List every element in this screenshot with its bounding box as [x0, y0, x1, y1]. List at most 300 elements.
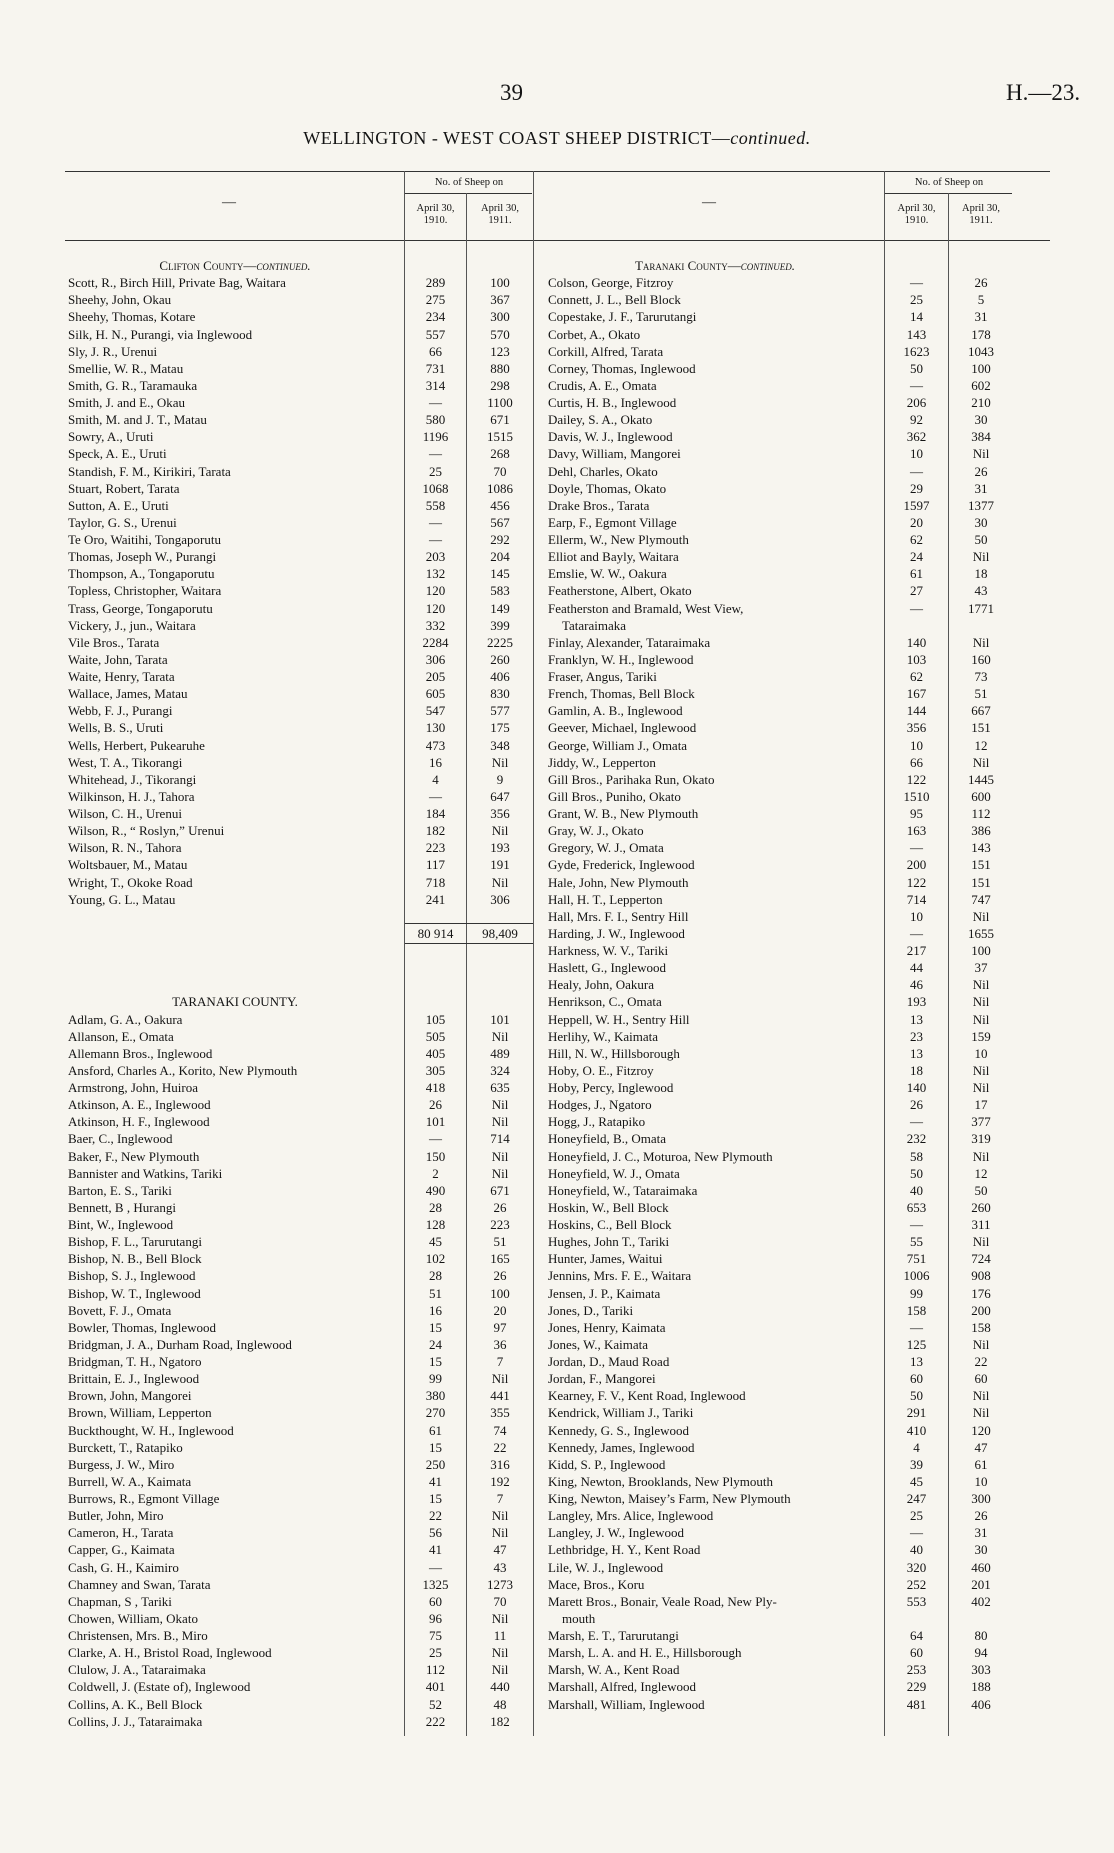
table-row [548, 1045, 1013, 1062]
owner-name: Marshall, William, Inglewood [548, 1696, 705, 1712]
sheep-1910: 41 [429, 1473, 442, 1489]
table-row [68, 1644, 533, 1661]
sheep-1910: — [910, 1217, 923, 1232]
sheep-1910: 130 [425, 720, 446, 736]
owner-name: Chowen, William, Okato [68, 1610, 198, 1626]
table-row [548, 1182, 1013, 1199]
sheep-1911: Nil [972, 1011, 990, 1027]
table-row [68, 1404, 533, 1421]
owner-name: Gill Bros., Parihaka Run, Okato [548, 771, 715, 787]
owner-name: Allanson, E., Omata [68, 1028, 174, 1044]
sheep-1911: 149 [490, 600, 510, 616]
sheep-1910: 60 [910, 1645, 923, 1661]
owner-name: Burrell, W. A., Kaimata [68, 1473, 192, 1489]
sheep-1910: 40 [910, 1542, 923, 1558]
table-row [548, 891, 1013, 908]
sheep-1911: 51 [493, 1234, 507, 1250]
table-row [68, 617, 533, 634]
sheep-1910: — [910, 840, 923, 856]
sheep-1911: Nil [491, 1148, 509, 1164]
sheep-1910: 362 [906, 429, 927, 445]
sheep-1911: Nil [491, 1508, 509, 1524]
owner-name: Bishop, N. B., Bell Block [68, 1251, 202, 1267]
owner-name: Marsh, E. T., Tarurutangi [548, 1628, 679, 1643]
sheep-1911: 60 [974, 1371, 988, 1387]
owner-name: Wright, T., Okoke Road [68, 874, 193, 890]
sheep-1910: 144 [906, 703, 927, 719]
table-row [548, 308, 1013, 325]
owner-name: Wilson, C. H., Urenui [68, 806, 182, 821]
sheep-1910: 473 [425, 737, 446, 753]
table-row [68, 1285, 533, 1302]
sheep-1910: 105 [425, 1011, 446, 1027]
owner-name: Copestake, J. F., Tarurutangi [548, 309, 697, 325]
sheep-1911: 303 [971, 1662, 991, 1678]
sheep-1911: 724 [971, 1251, 991, 1267]
owner-name: Kennedy, James, Inglewood [548, 1439, 695, 1455]
owner-name: Brown, William, Lepperton [68, 1405, 212, 1421]
table-row [548, 719, 1013, 736]
owner-name: Kearney, F. V., Kent Road, Inglewood [548, 1388, 746, 1404]
section-title [548, 257, 882, 274]
sheep-1911: 100 [971, 943, 991, 958]
owner-name: Corkill, Alfred, Tarata [548, 343, 664, 359]
owner-name: Hoskins, C., Bell Block [548, 1217, 672, 1232]
sheep-1910: 505 [425, 1028, 446, 1044]
table-row [68, 1267, 533, 1284]
owner-name: Honeyfield, J. C., Moturoa, New Plymouth [548, 1148, 773, 1164]
table-row [548, 1011, 1013, 1028]
sheep-1911: 300 [971, 1491, 991, 1506]
sheep-1911: 1445 [968, 771, 994, 787]
table-row [68, 1524, 533, 1541]
sheep-1911: Nil [491, 1097, 509, 1113]
table-row [68, 1507, 533, 1524]
sheep-1910: 28 [429, 1268, 442, 1284]
sheep-1910: 4 [913, 1439, 920, 1455]
owner-name: Drake Bros., Tarata [548, 497, 650, 513]
table-row [548, 754, 1013, 771]
sheep-1911: 747 [971, 891, 991, 907]
section-text: TARANAKI COUNTY. [172, 994, 298, 1010]
owner-name: Webb, F. J., Purangi [68, 703, 173, 719]
table-row [548, 1507, 1013, 1524]
owner-name: Jiddy, W., Lepperton [548, 754, 656, 770]
owner-name: Hughes, John T., Tariki [548, 1234, 670, 1250]
owner-name: Bannister and Watkins, Tariki [68, 1165, 223, 1181]
table-row [68, 565, 533, 582]
table-row [548, 1285, 1013, 1302]
table-row [548, 1250, 1013, 1267]
sheep-1910: 99 [429, 1371, 442, 1387]
table-row [68, 634, 533, 651]
spacer-row [68, 959, 533, 976]
owner-name: Clarke, A. H., Bristol Road, Inglewood [68, 1645, 272, 1661]
table-row [68, 514, 533, 531]
owner-name: Smith, G. R., Taramauka [68, 377, 198, 393]
sheep-1911: 100 [490, 275, 510, 291]
table-row [68, 1045, 533, 1062]
sheep-1911: 160 [971, 651, 991, 667]
table-row [68, 394, 533, 411]
owner-name: Ansford, Charles A., Korito, New Plymouth [68, 1062, 298, 1078]
sheep-1910: 320 [906, 1559, 927, 1575]
owner-name: Sheehy, John, Okau [68, 292, 172, 308]
sheep-1910: 580 [425, 412, 446, 428]
sheep-1911: 1515 [487, 429, 513, 445]
table-row [68, 839, 533, 856]
owner-name-continued: mouth [562, 1610, 596, 1626]
sheep-1910: 25 [429, 1645, 442, 1661]
sheep-1910: 2284 [422, 634, 449, 650]
sheep-1910: 653 [906, 1199, 927, 1215]
sheep-1911: 26 [974, 463, 988, 479]
owner-name: Christensen, Mrs. B., Miro [68, 1628, 208, 1643]
table-row [548, 394, 1013, 411]
sheep-1911: 12 [974, 737, 988, 753]
table-row [548, 445, 1013, 462]
continuation-row [548, 1610, 1013, 1627]
owner-name: Geever, Michael, Inglewood [548, 720, 697, 736]
sheep-1910: 332 [425, 617, 446, 633]
table-row [68, 651, 533, 668]
sheep-1910: 102 [425, 1251, 446, 1267]
table-row [548, 326, 1013, 343]
sheep-1911: Nil [491, 1371, 509, 1387]
table-row [68, 1096, 533, 1113]
sheep-1910: 96 [429, 1610, 442, 1626]
sheep-1911: 367 [490, 292, 510, 308]
table-row [68, 1199, 533, 1216]
sheep-1910: — [910, 925, 923, 941]
table-row [548, 463, 1013, 480]
sheep-1910: — [910, 1114, 923, 1130]
sheep-1911: 204 [490, 549, 510, 565]
sheep-1910: 1068 [422, 480, 449, 496]
sheep-1910: 50 [910, 1388, 923, 1404]
sheep-1910: 558 [425, 497, 446, 513]
table-row [68, 1439, 533, 1456]
table-row [68, 274, 533, 291]
sheep-1911: 602 [971, 377, 991, 393]
table-row [548, 1199, 1013, 1216]
owner-name: Vickery, J., jun., Waitara [68, 617, 196, 633]
table-row [548, 634, 1013, 651]
table-row [548, 1439, 1013, 1456]
sheep-1911: 37 [974, 960, 988, 976]
owner-name: Elliot and Bayly, Waitara [548, 549, 679, 565]
table-row [548, 1079, 1013, 1096]
owner-name: Scott, R., Birch Hill, Private Bag, Waitara [68, 275, 286, 291]
sheep-1911: 178 [971, 326, 991, 342]
right-name-header: — [702, 195, 716, 210]
sheep-1911: 600 [971, 788, 991, 804]
table-row [68, 874, 533, 891]
sheep-1911: 2225 [487, 634, 513, 650]
sheep-1911: Nil [491, 1165, 509, 1181]
sheep-1910: 1196 [422, 429, 449, 445]
owner-name: Brown, John, Mangorei [68, 1388, 192, 1404]
sheep-1911: 260 [971, 1199, 991, 1215]
owner-name: Marsh, W. A., Kent Road [548, 1662, 680, 1678]
owner-name: Harding, J. W., Inglewood [548, 925, 685, 941]
owner-name: Gyde, Frederick, Inglewood [548, 857, 695, 873]
sheep-1910: 41 [429, 1542, 442, 1558]
table-row [548, 976, 1013, 993]
sheep-1910: 15 [429, 1491, 442, 1506]
table-row [548, 874, 1013, 891]
owner-name: Buckthought, W. H., Inglewood [68, 1422, 234, 1438]
sheep-1910: 200 [906, 857, 927, 873]
owner-name: Wilkinson, H. J., Tahora [68, 788, 195, 804]
center-divider [533, 171, 534, 1736]
owner-name: Jones, W., Kaimata [548, 1336, 649, 1352]
sheep-1911: 26 [493, 1268, 507, 1284]
total-1911: 98,409 [482, 925, 518, 941]
table-row [548, 1302, 1013, 1319]
sheep-1911: 175 [490, 720, 510, 736]
table-row [68, 805, 533, 822]
table-row [548, 1267, 1013, 1284]
table-row [68, 1473, 533, 1490]
sheep-1910: 557 [425, 326, 446, 342]
sheep-1910: 167 [906, 686, 927, 702]
sheep-1911: 193 [490, 840, 510, 856]
table-row [548, 908, 1013, 925]
table-row [68, 822, 533, 839]
table-row [68, 582, 533, 599]
sheep-1911: 70 [493, 1593, 507, 1609]
section-text: Clifton County— [159, 258, 257, 273]
table-row [548, 1062, 1013, 1079]
section-title [68, 993, 402, 1010]
sheep-1910: 275 [425, 292, 446, 308]
owner-name: Barton, E. S., Tariki [68, 1182, 172, 1198]
sheep-1910: — [910, 1525, 923, 1541]
sheep-1910: 45 [429, 1234, 442, 1250]
sheep-1910: 405 [425, 1045, 446, 1061]
table-row [68, 360, 533, 377]
sheep-1911: 406 [971, 1696, 991, 1712]
owner-name: Jordan, F., Mangorei [548, 1371, 656, 1387]
sheep-1910: 101 [425, 1114, 446, 1130]
owner-name: Franklyn, W. H., Inglewood [548, 651, 694, 667]
owner-name: Baker, F., New Plymouth [68, 1148, 200, 1164]
owner-name: Capper, G., Kaimata [68, 1542, 175, 1558]
sheep-1910: 1325 [422, 1576, 449, 1592]
table-row [68, 1165, 533, 1182]
owner-name: King, Newton, Maisey’s Farm, New Plymouth [548, 1491, 791, 1506]
sheep-1910: 140 [906, 634, 927, 650]
table-row [548, 1353, 1013, 1370]
sheep-1910: 99 [910, 1285, 923, 1301]
table-row [68, 1678, 533, 1695]
table-row [68, 1062, 533, 1079]
sheep-1910: 4 [432, 771, 439, 787]
table-row [548, 428, 1013, 445]
table-row [548, 925, 1013, 942]
owner-name: Doyle, Thomas, Okato [548, 480, 667, 496]
table-row [68, 1233, 533, 1250]
sheep-1911: 26 [974, 275, 988, 291]
sheep-1910: 26 [429, 1097, 442, 1113]
owner-name: Herlihy, W., Kaimata [548, 1028, 658, 1044]
owner-name: Healy, John, Oakura [548, 977, 655, 993]
sheep-1911: 292 [490, 532, 510, 547]
table-row [548, 822, 1013, 839]
owner-name: Silk, H. N., Purangi, via Inglewood [68, 326, 253, 342]
sheep-1911: 36 [493, 1336, 507, 1352]
owner-name: Bishop, F. L., Tarurutangi [68, 1234, 202, 1250]
owner-name: Marett Bros., Bonair, Veale Road, New Ply- [548, 1593, 777, 1609]
sheep-1910: 193 [906, 994, 927, 1010]
sheep-1910: 291 [906, 1405, 927, 1421]
sheep-1911: 10 [974, 1045, 988, 1061]
sheep-1910: — [429, 446, 442, 462]
sheep-1910: 64 [910, 1628, 923, 1643]
sheep-1910: 29 [910, 480, 923, 496]
table-row [548, 1524, 1013, 1541]
table-row [68, 1011, 533, 1028]
owner-name: Sheehy, Thomas, Kotare [68, 309, 196, 325]
title-text: WELLINGTON - WEST COAST SHEEP DISTRICT— [303, 128, 731, 148]
sheep-1911: Nil [491, 754, 509, 770]
sheep-1911: 1771 [968, 600, 994, 616]
sheep-1911: Nil [491, 1610, 509, 1626]
sheep-1911: 386 [971, 823, 991, 839]
left-table [68, 257, 533, 1730]
sheep-1910: 158 [906, 1302, 927, 1318]
sheep-1911: Nil [491, 1645, 509, 1661]
table-row [548, 1576, 1013, 1593]
table-row [68, 1456, 533, 1473]
sheep-1911: 11 [493, 1628, 507, 1643]
sheep-1910: 306 [425, 651, 446, 667]
owner-name: Wells, Herbert, Pukearuhe [68, 737, 205, 753]
sheep-1910: 92 [910, 412, 923, 428]
title-suffix: continued. [730, 128, 811, 148]
table-row [548, 411, 1013, 428]
sheep-1911: 1273 [487, 1576, 513, 1592]
left-name-header: — [222, 195, 236, 210]
owner-name: Langley, J. W., Inglewood [548, 1525, 684, 1541]
owner-name: Chapman, S , Tariki [68, 1593, 172, 1609]
owner-name: Bennett, B , Hurangi [68, 1199, 176, 1215]
sheep-1910: 24 [910, 549, 923, 565]
owner-name: Harkness, W. V., Tariki [548, 943, 669, 958]
table-row [548, 993, 1013, 1010]
sheep-1910: 50 [910, 1165, 923, 1181]
sheep-1911: 191 [490, 857, 510, 873]
sheep-1910: — [429, 1559, 442, 1575]
sheep-1911: 210 [971, 395, 991, 410]
sheep-1910: 28 [429, 1199, 442, 1215]
owner-name: Kidd, S. P., Inglewood [548, 1456, 666, 1472]
table-row [68, 463, 533, 480]
table-row [68, 377, 533, 394]
table-row [548, 651, 1013, 668]
owner-name: Hogg, J., Ratapiko [548, 1114, 646, 1130]
owner-name: Thomas, Joseph W., Purangi [68, 549, 217, 565]
owner-name: Corbet, A., Okato [548, 326, 641, 342]
owner-name: Sowry, A., Uruti [68, 429, 154, 445]
sheep-1911: 1043 [968, 343, 994, 359]
sheep-1911: Nil [491, 1525, 509, 1541]
sheep-1911: 22 [974, 1354, 988, 1369]
sheep-1910: 250 [425, 1456, 446, 1472]
sheep-1910: 95 [910, 806, 923, 821]
owner-name-continued: Tataraimaka [562, 617, 627, 633]
table-row [548, 668, 1013, 685]
sheep-1911: Nil [972, 1080, 990, 1095]
sheep-1910: 50 [910, 360, 923, 376]
sheep-1910: 61 [429, 1422, 442, 1438]
sheep-1911: 223 [490, 1217, 510, 1232]
table-row [548, 1559, 1013, 1576]
owner-name: Crudis, A. E., Omata [548, 377, 657, 393]
sheep-1910: — [429, 1131, 442, 1147]
owner-name: Burckett, T., Ratapiko [68, 1439, 183, 1455]
owner-name: Hodges, J., Ngatoro [548, 1097, 652, 1113]
owner-name: Curtis, H. B., Inglewood [548, 395, 677, 410]
sheep-1911: 123 [490, 343, 510, 359]
owner-name: Wilson, R., “ Roslyn,” Urenui [68, 823, 225, 839]
sheep-1910: 132 [425, 566, 446, 582]
sheep-1910: 253 [906, 1662, 927, 1678]
owner-name: Adlam, G. A., Oakura [68, 1011, 183, 1027]
sheep-1911: 268 [490, 446, 510, 462]
owner-name: Fraser, Angus, Tariki [548, 669, 657, 684]
table-row [68, 891, 533, 908]
sheep-1911: 567 [490, 514, 510, 530]
table-row [548, 1627, 1013, 1644]
owner-name: Jordan, D., Maud Road [548, 1354, 670, 1369]
table-row [548, 480, 1013, 497]
sheep-1911: Nil [972, 994, 990, 1010]
table-row [548, 1661, 1013, 1678]
sheep-1911: 201 [971, 1576, 991, 1592]
sheep-1911: 306 [490, 891, 510, 907]
sheep-1910: 241 [425, 891, 446, 907]
right-group-header: No. of Sheep on [914, 177, 984, 188]
owner-name: Heppell, W. H., Sentry Hill [548, 1011, 690, 1027]
sheep-1910: 60 [910, 1371, 923, 1387]
table-row [548, 377, 1013, 394]
sheep-1910: 143 [906, 326, 927, 342]
table-row [68, 668, 533, 685]
sheep-1910: 247 [906, 1491, 927, 1506]
table-row [68, 1336, 533, 1353]
sheep-1911: 714 [490, 1131, 510, 1147]
sheep-1911: Nil [491, 1114, 509, 1130]
table-row [548, 1096, 1013, 1113]
table-row [68, 1559, 533, 1576]
table-row [548, 805, 1013, 822]
sheep-1911: 460 [971, 1559, 991, 1575]
table-row [68, 445, 533, 462]
sheep-1910: 203 [425, 549, 446, 565]
sheep-1911: 100 [971, 360, 991, 376]
sheep-1911: 120 [971, 1422, 991, 1438]
sheep-1911: 402 [971, 1593, 991, 1609]
table-row [68, 1627, 533, 1644]
section-title [68, 257, 402, 274]
table-row [68, 1387, 533, 1404]
owner-name: Wilson, R. N., Tahora [68, 840, 182, 856]
sheep-1911: 324 [490, 1062, 510, 1078]
table-row [548, 1233, 1013, 1250]
table-row [68, 480, 533, 497]
